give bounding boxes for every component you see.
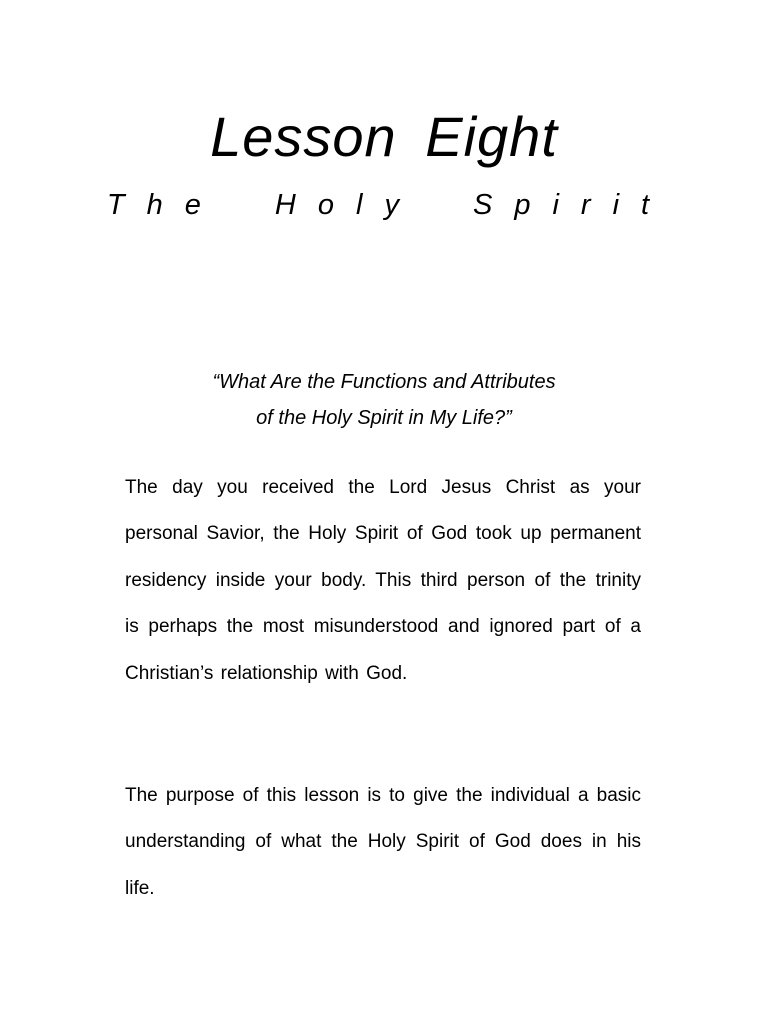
lesson-question	[0, 364, 768, 436]
purpose-paragraph: The purpose of this lesson is to give the individual a basic understanding of what the Holy Spirit of God does in his life.	[125, 785, 641, 899]
lesson-subtitle: The Holy Spirit	[106, 189, 672, 221]
question-line-1: “What Are the Functions and Attributes	[212, 371, 556, 393]
intro-paragraph: The day you received the Lord Jesus Christ as your personal Savior, the Holy Spirit of God took up permanent residency inside your body. This third person of the trinity is perhaps the most misunderstood and ignored part of a Christian’s relationship with God.	[125, 477, 641, 684]
question-line-2: of the Holy Spirit in My Life?”	[256, 407, 512, 429]
lesson-title: Lesson Eight	[210, 105, 558, 168]
